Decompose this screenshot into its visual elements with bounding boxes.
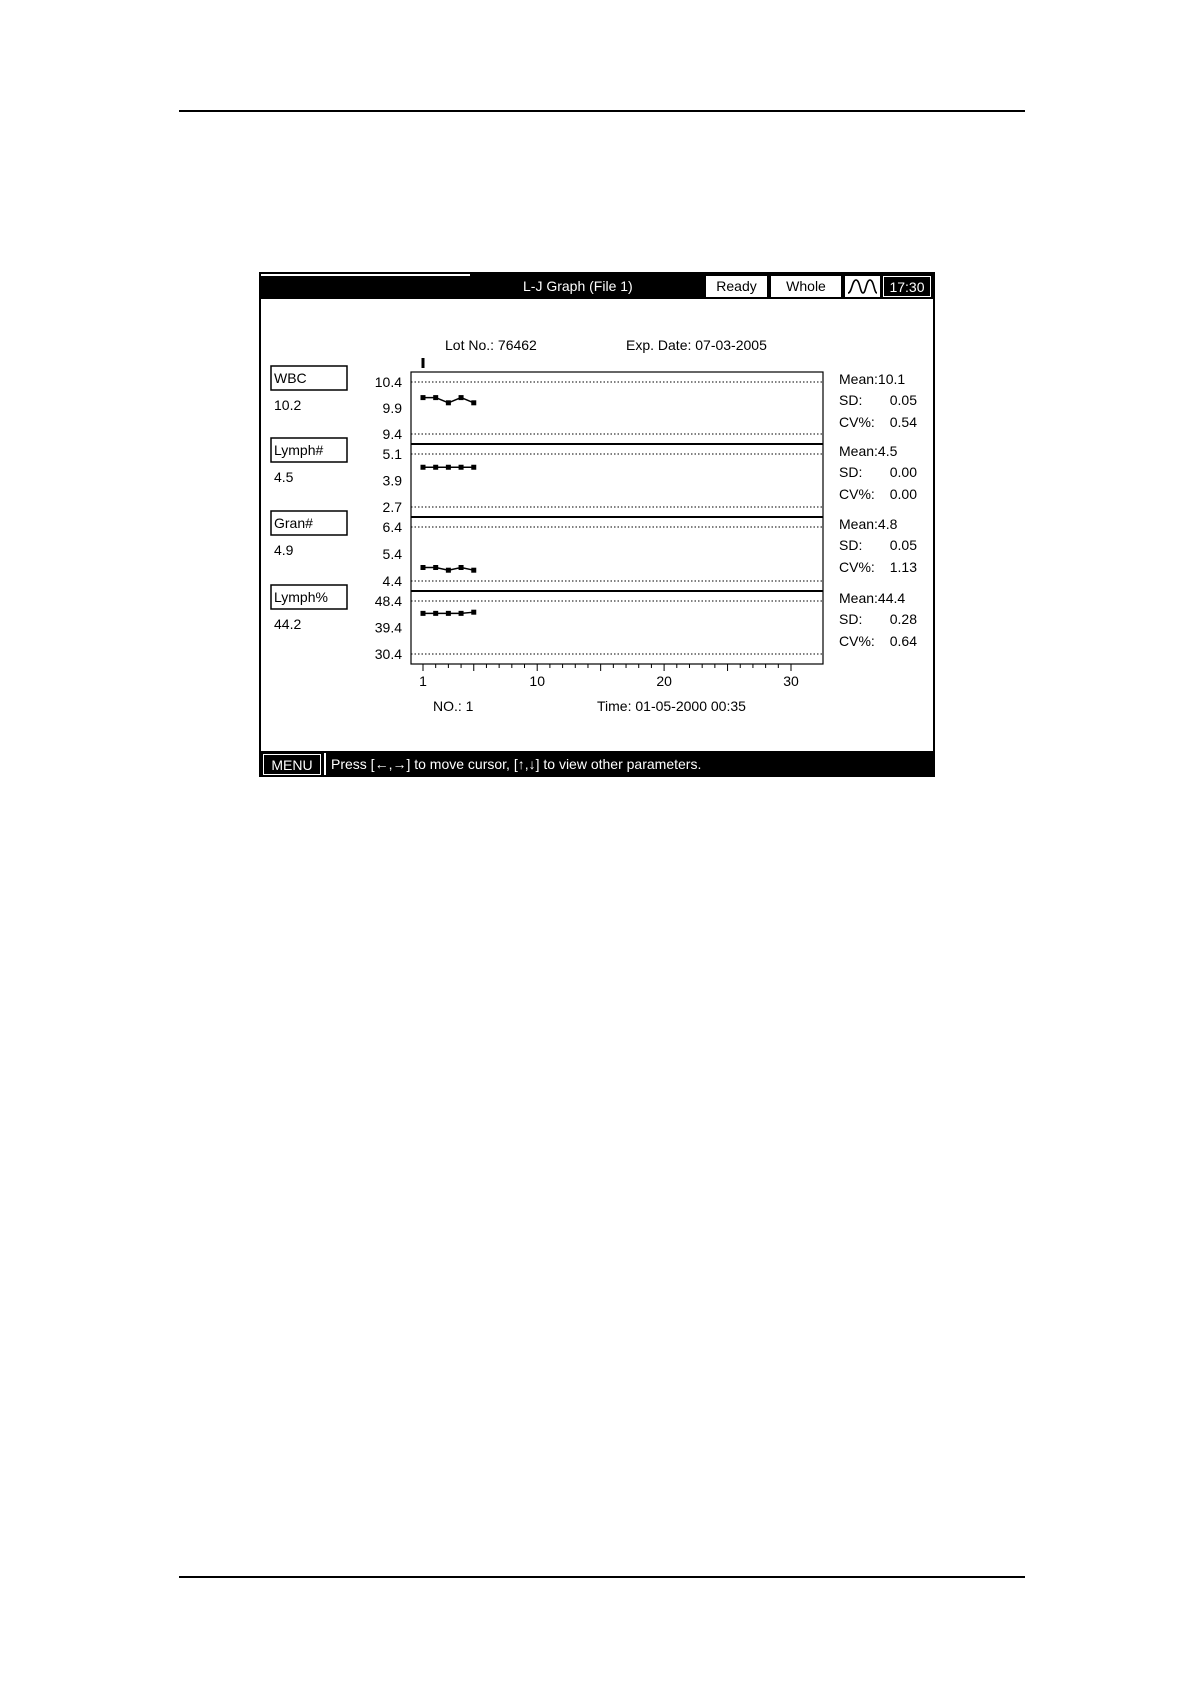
page-bottom-rule [179,1576,1025,1578]
lot-number: Lot No.: 76462 [445,337,537,353]
expiry-date: Exp. Date: 07-03-2005 [626,337,767,353]
stat-sd-value: 0.28 [889,611,917,627]
parameter-label: Lymph% [274,589,328,605]
data-point [446,568,451,573]
status-separator [324,753,326,775]
status-ready-label: Ready [716,278,757,294]
data-point [433,395,438,400]
window-title: L-J Graph (File 1) [523,278,633,294]
y-tick-label: 9.4 [382,426,402,442]
y-tick-label: 9.9 [382,400,402,416]
x-tick-label: 20 [656,673,672,689]
stat-cv-value: 0.54 [889,414,917,430]
data-point [433,465,438,470]
x-tick-label: 10 [529,673,545,689]
stat-sd-value: 0.05 [889,392,917,408]
parameter-current-value: 4.5 [274,469,294,485]
data-point [446,465,451,470]
data-point [471,465,476,470]
stat-cv-label: CV%: [839,633,875,649]
data-point [433,611,438,616]
stat-mean: Mean:4.8 [839,516,898,532]
status-hint: Press [←,→] to move cursor, [↑,↓] to view other parameters. [331,756,702,772]
y-tick-label: 48.4 [374,593,402,609]
y-tick-label: 3.9 [382,472,402,489]
menu-button-label: MENU [271,757,313,773]
y-tick-label: 6.4 [382,519,402,535]
record-time: Time: 01-05-2000 00:35 [597,698,746,714]
data-point [459,611,464,616]
parameter-current-value: 10.2 [274,397,302,413]
parameter-current-value: 44.2 [274,616,302,632]
y-tick-label: 10.4 [374,374,402,390]
record-number: NO.: 1 [433,698,474,714]
data-point [459,465,464,470]
clock-label: 17:30 [889,279,925,295]
data-point [421,395,426,400]
parameter-label: Lymph# [274,442,324,458]
stat-sd-label: SD: [839,392,863,408]
data-point [459,395,464,400]
stat-sd-value: 0.05 [889,537,917,553]
data-point [446,611,451,616]
y-tick-label: 30.4 [374,646,402,662]
menu-button[interactable] [263,754,321,775]
data-point [421,565,426,570]
stat-cv-label: CV%: [839,559,875,575]
y-tick-label: 2.7 [382,499,402,515]
data-point [471,568,476,573]
data-point [471,610,476,615]
parameter-label: WBC [274,370,307,386]
y-tick-label: 5.4 [382,546,402,562]
stat-cv-value: 0.00 [889,486,917,502]
status-bar [261,751,933,777]
stat-mean: Mean:10.1 [839,371,906,387]
x-tick-label: 30 [783,673,799,689]
stat-sd-label: SD: [839,537,863,553]
cursor-marker [422,358,425,368]
y-tick-label: 39.4 [374,619,402,636]
x-tick-label: 1 [419,673,427,689]
stat-cv-label: CV%: [839,486,875,502]
y-tick-label: 4.4 [382,573,402,589]
stat-mean: Mean:4.5 [839,443,898,459]
y-tick-label: 5.1 [382,446,402,462]
stat-sd-label: SD: [839,611,863,627]
stat-cv-value: 1.13 [889,559,917,575]
stat-cv-label: CV%: [839,414,875,430]
data-point [459,565,464,570]
parameter-label: Gran# [274,515,313,531]
lj-chart [261,274,933,751]
stat-sd-value: 0.00 [889,464,917,480]
data-point [471,400,476,405]
stat-sd-label: SD: [839,464,863,480]
data-point [433,565,438,570]
stat-mean: Mean:44.4 [839,590,906,606]
parameter-current-value: 4.9 [274,542,294,558]
mode-whole-label: Whole [786,278,826,294]
data-point [421,465,426,470]
device-screen [259,272,935,777]
page-top-rule [179,110,1025,112]
data-point [446,400,451,405]
stat-cv-value: 0.64 [889,633,917,649]
data-point [421,611,426,616]
